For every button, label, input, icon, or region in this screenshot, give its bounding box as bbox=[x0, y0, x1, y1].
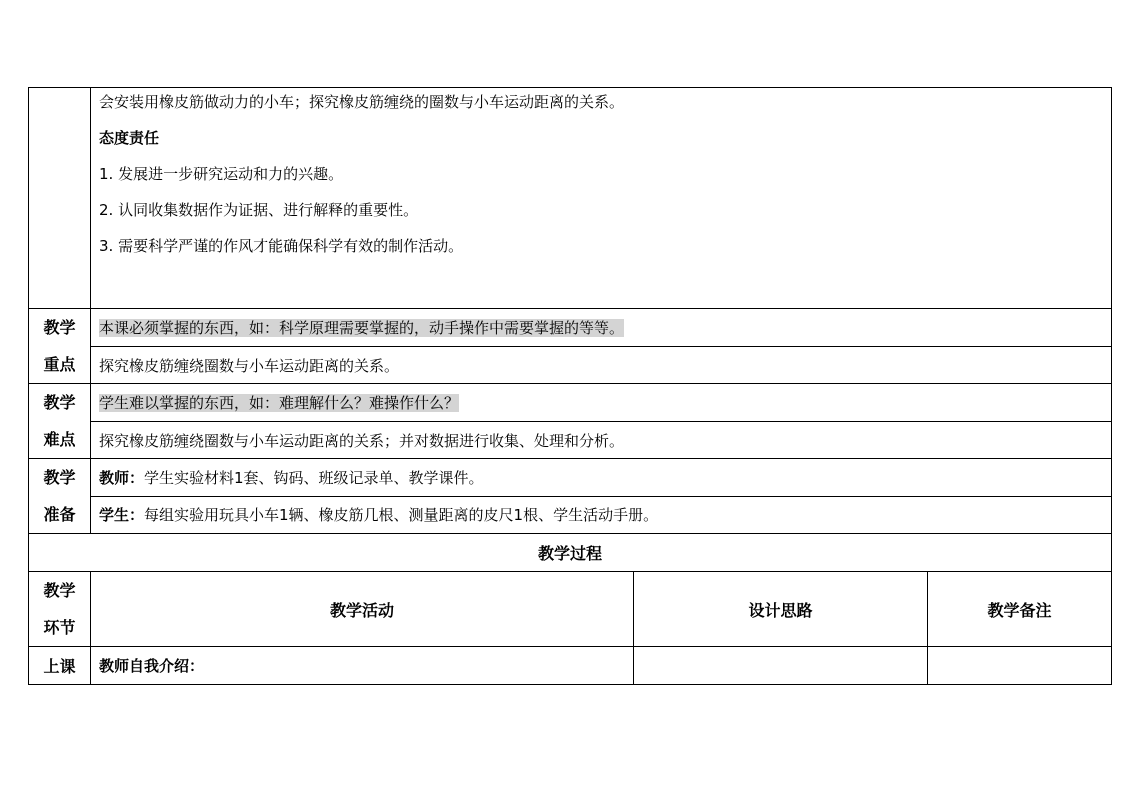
difficult-points-content: 探究橡皮筋缠绕圈数与小车运动距离的关系；并对数据进行收集、处理和分析。 bbox=[91, 422, 1112, 459]
teacher-preparation bbox=[91, 459, 1112, 497]
objectives-cell bbox=[91, 88, 1112, 309]
attitude-item-2: 2. 认同收集数据作为证据、进行解释的重要性。 bbox=[99, 201, 419, 219]
design-column-header: 设计思路 bbox=[634, 572, 928, 647]
objectives-row bbox=[29, 88, 1112, 309]
student-materials: 每组实验用玩具小车1辆、橡皮筋几根、测量距离的皮尺1根、学生活动手册。 bbox=[144, 506, 659, 525]
attitude-item-1: 1. 发展进一步研究运动和力的兴趣。 bbox=[99, 165, 344, 183]
objectives-label-cell bbox=[29, 88, 91, 309]
activity-column-header: 教学活动 bbox=[91, 572, 634, 647]
process-title-row bbox=[29, 534, 1112, 572]
key-points-content: 探究橡皮筋缠绕圈数与小车运动距离的关系。 bbox=[91, 347, 1112, 384]
notes-column-header: 教学备注 bbox=[928, 572, 1112, 647]
preparation-label: 教学 准备 bbox=[29, 459, 91, 534]
attitude-item-3: 3. 需要科学严谨的作风才能确保科学有效的制作活动。 bbox=[99, 237, 464, 255]
objective-skill-text: 会安装用橡皮筋做动力的小车；探究橡皮筋缠绕的圈数与小车运动距离的关系。 bbox=[99, 93, 625, 111]
key-points-row-2 bbox=[29, 347, 1112, 384]
attitude-heading: 态度责任 bbox=[99, 129, 160, 147]
difficult-points-row-2 bbox=[29, 422, 1112, 459]
first-stage-design bbox=[634, 647, 928, 685]
first-stage-label: 上课 bbox=[29, 647, 91, 685]
student-preparation bbox=[91, 496, 1112, 534]
student-label: 学生： bbox=[99, 506, 145, 525]
process-title: 教学过程 bbox=[29, 534, 1112, 572]
key-points-label: 教学 重点 bbox=[29, 309, 91, 384]
preparation-row-2 bbox=[29, 496, 1112, 534]
process-header-row bbox=[29, 572, 1112, 647]
stage-column-header: 教学 环节 bbox=[29, 572, 91, 647]
key-points-hint: 本课必须掌握的东西，如：科学原理需要掌握的，动手操作中需要掌握的等等。 bbox=[99, 319, 625, 337]
preparation-row-1 bbox=[29, 459, 1112, 497]
difficult-points-label: 教学 难点 bbox=[29, 384, 91, 459]
first-stage-notes bbox=[928, 647, 1112, 685]
key-points-row-1 bbox=[29, 309, 1112, 347]
first-stage-row bbox=[29, 647, 1112, 685]
key-points-hint-cell bbox=[91, 309, 1112, 347]
difficult-points-row-1 bbox=[29, 384, 1112, 422]
difficult-points-hint-cell bbox=[91, 384, 1112, 422]
teacher-label: 教师： bbox=[99, 468, 145, 487]
lesson-plan-table bbox=[28, 87, 1112, 685]
teacher-materials: 学生实验材料1套、钩码、班级记录单、教学课件。 bbox=[144, 468, 484, 487]
difficult-points-hint: 学生难以掌握的东西，如：难理解什么？难操作什么？ bbox=[99, 394, 460, 412]
first-stage-activity: 教师自我介绍： bbox=[91, 647, 634, 685]
